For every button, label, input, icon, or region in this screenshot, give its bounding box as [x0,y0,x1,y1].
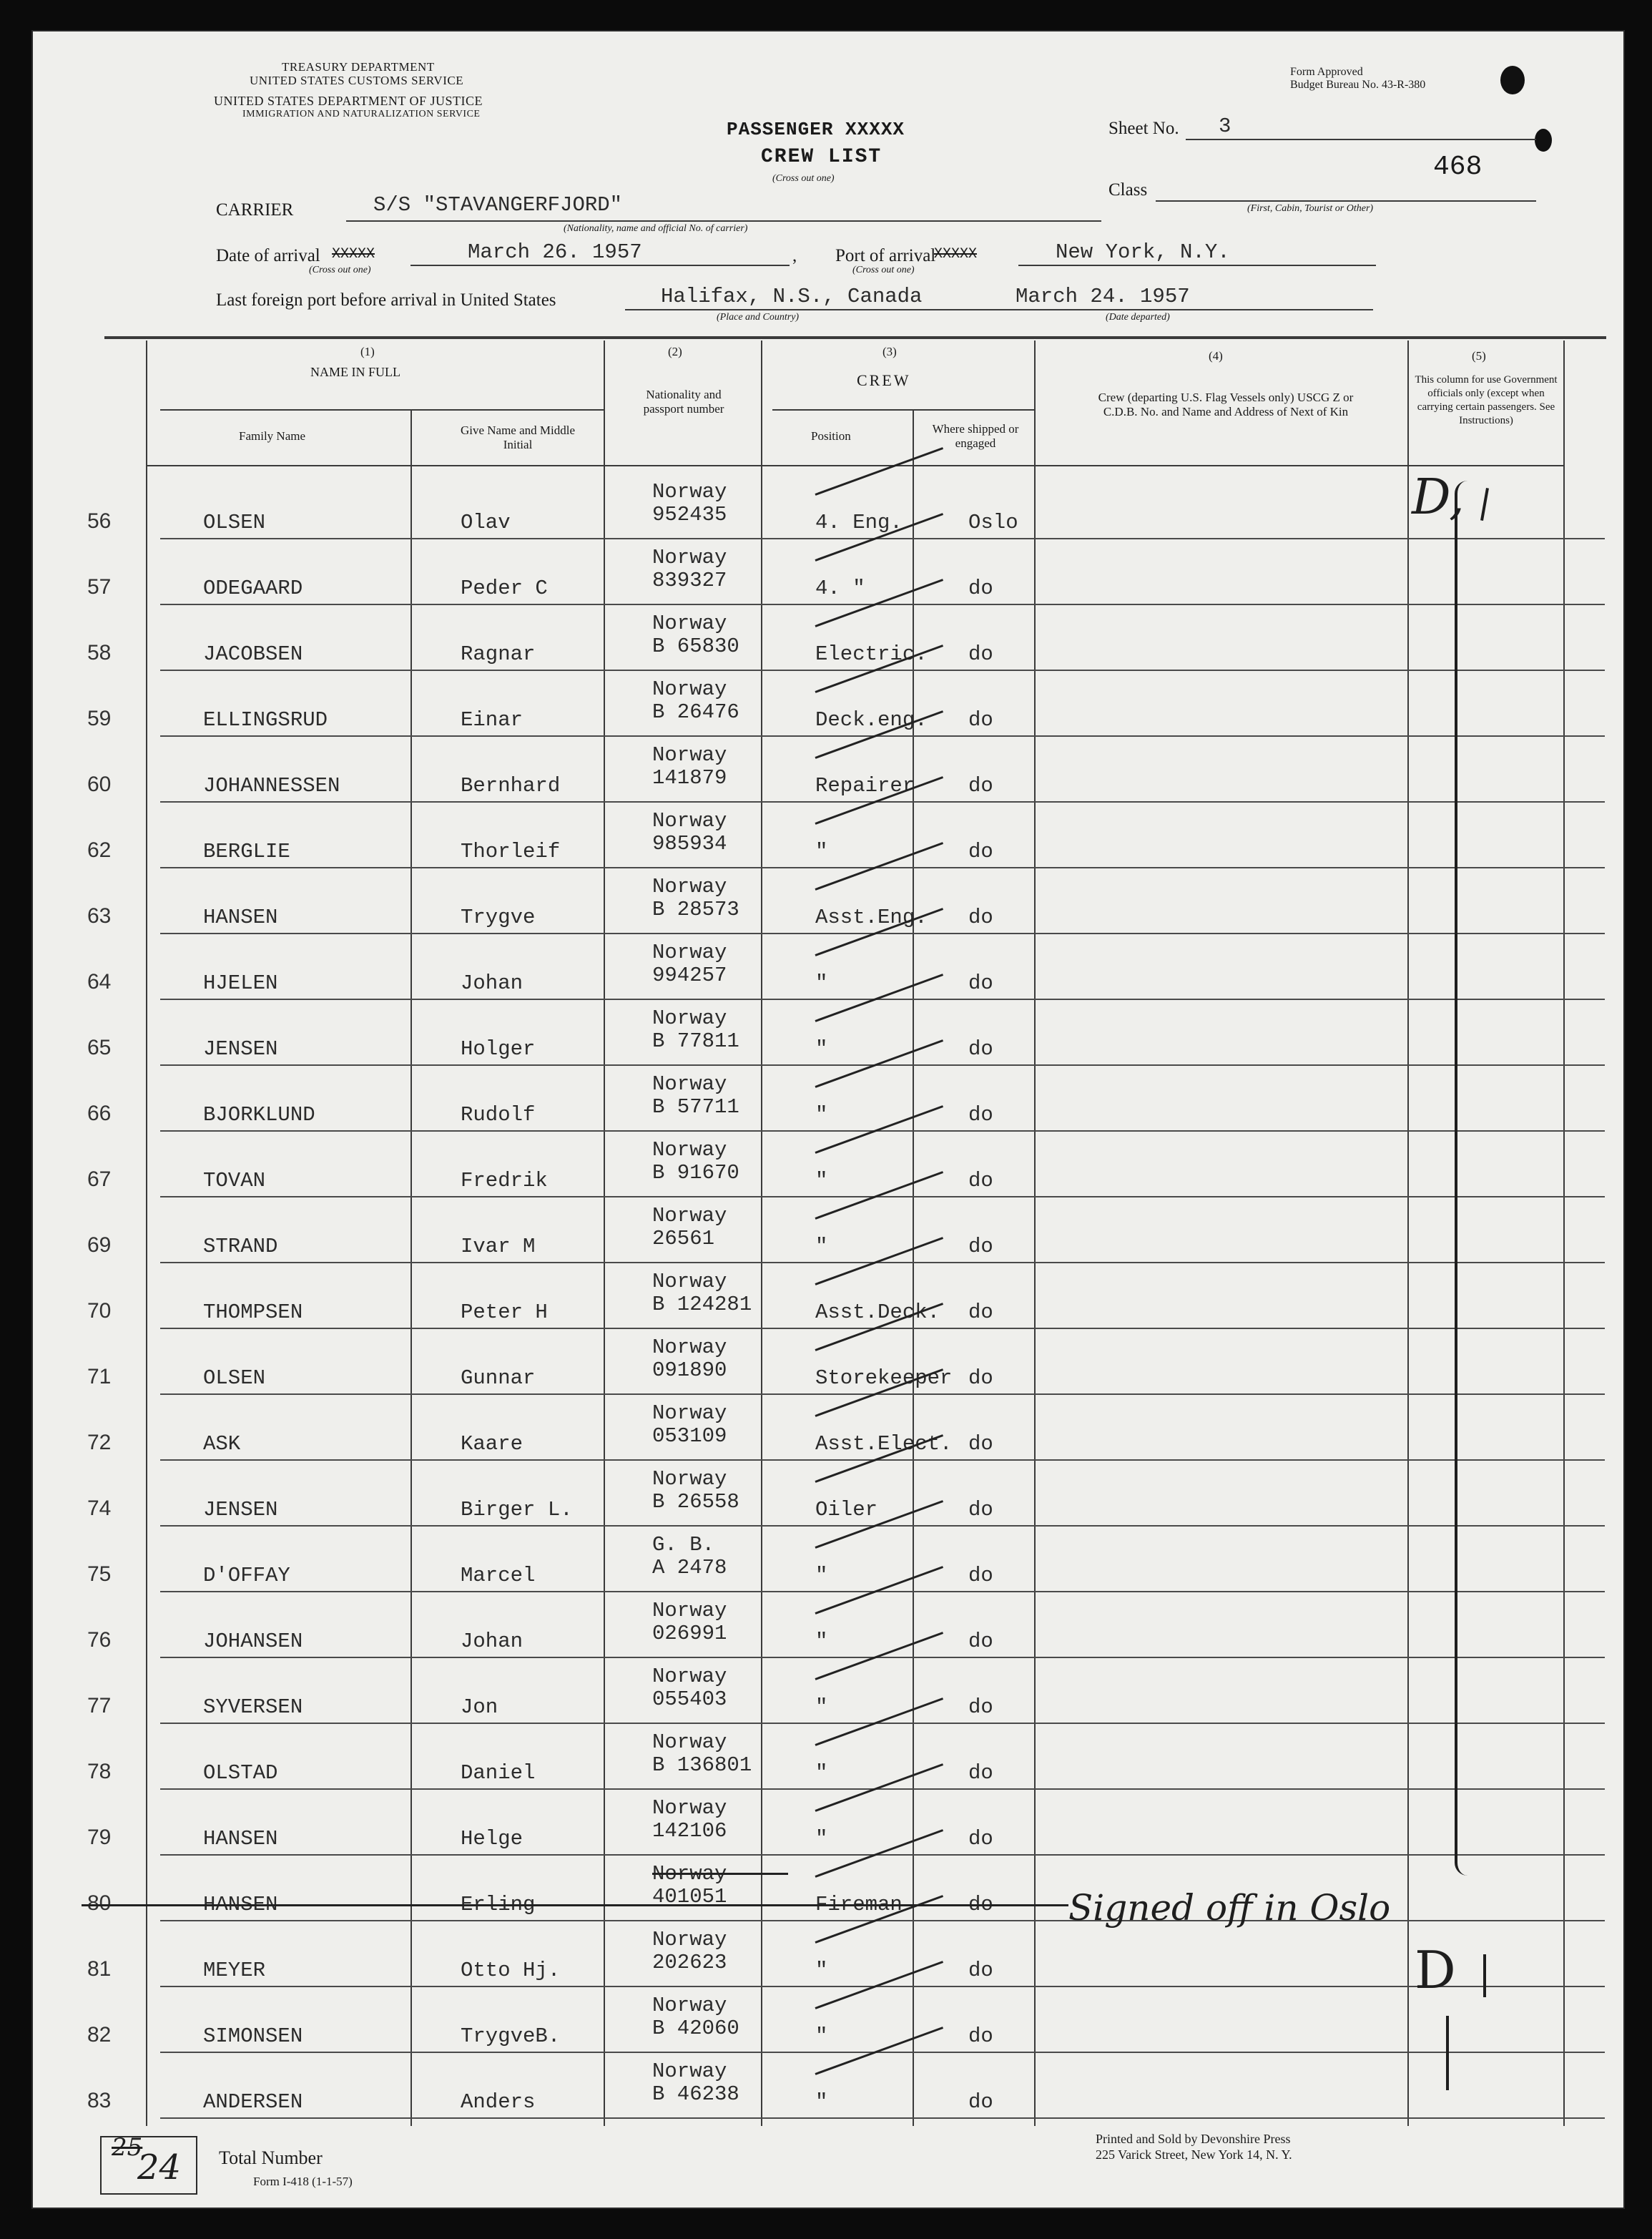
cross-out-note: (Cross out one) [772,173,835,184]
position: Asst.Deck. [815,1300,940,1324]
nationality-passport [652,1139,739,1185]
where-shipped: do [968,1695,993,1719]
row-number: 78 [87,1760,112,1783]
family-name: D'OFFAY [203,1564,290,1587]
nationality: Norway [652,1467,727,1491]
nationality-passport [652,941,727,987]
nationality-passport [652,1007,739,1053]
family-name: OLSEN [203,1366,266,1390]
family-name: ODEGAARD [203,577,303,600]
col1-title: NAME IN FULL [310,365,400,379]
where-shipped: do [968,1761,993,1785]
nationality: Norway [652,1730,727,1754]
departed-note: (Date departed) [1106,312,1170,323]
position: " [815,971,828,995]
place-note: (Place and Country) [717,312,800,323]
nationality-passport [652,678,739,724]
given-name: Ivar M [461,1235,536,1258]
sheet-label: Sheet No. [1108,119,1179,138]
row-number: 70 [87,1299,112,1323]
row-number: 80 [87,1891,112,1915]
port-value: New York, N.Y. [1056,240,1230,264]
table-row [74,1921,1605,1987]
given-name: Jon [461,1695,498,1719]
position: Asst.Elect. [815,1432,953,1456]
nationality: Norway [652,546,727,569]
where-shipped: do [968,1630,993,1653]
dept-treasury: TREASURY DEPARTMENT [282,60,435,74]
where-shipped: do [968,971,993,995]
family-name: HJELEN [203,971,278,995]
family-name: STRAND [203,1235,278,1258]
position: Electric. [815,642,928,666]
nationality: Norway [652,1006,727,1030]
passport-number: 055403 [652,1687,727,1711]
nationality-passport [652,810,727,856]
nationality-passport [652,547,727,592]
given-name: Trygve [461,906,536,929]
nationality: Norway [652,1928,727,1951]
form-title: CREW LIST [761,146,882,168]
carrier-label: CARRIER [216,200,294,220]
position: Oiler [815,1498,878,1522]
given-name: Johan [461,1630,523,1653]
table-row [74,2053,1605,2119]
where-shipped: do [968,1300,993,1324]
passport-number: 985934 [652,832,727,856]
nationality-passport [652,1994,739,2040]
given-name: Helge [461,1827,523,1851]
col2-number: (2) [668,345,682,358]
row-number: 69 [87,1233,112,1257]
position: Storekeeper [815,1366,953,1390]
nationality-passport [652,1599,727,1645]
printer-line-1: Printed and Sold by Devonshire Press [1096,2132,1291,2146]
table-row [74,1592,1605,1658]
row-number: 75 [87,1562,112,1586]
arrival-struck: XXXXX [332,246,375,263]
where-shipped: do [968,1366,993,1390]
given-name: Olav [461,511,511,534]
row-number: 76 [87,1628,112,1652]
row-number: 65 [87,1036,112,1059]
nationality-passport [652,1468,739,1514]
sheet-underline [1186,139,1536,140]
form-approved: Form Approved [1290,66,1363,78]
family-name: ASK [203,1432,241,1456]
row-number: 59 [87,707,112,730]
row-number: 56 [87,509,112,533]
nationality-passport [652,1270,752,1316]
given-name: Peter H [461,1300,548,1324]
nationality: Norway [652,743,727,767]
given-name: Thorleif [461,840,561,863]
form-number: Form I-418 (1-1-57) [253,2175,353,2188]
family-name: HANSEN [203,1827,278,1851]
nationality: Norway [652,480,727,504]
passport-number: 202623 [652,1951,727,1974]
family-name: JOHANSEN [203,1630,303,1653]
given-name: Fredrik [461,1169,548,1192]
passport-number: B 26558 [652,1490,739,1514]
given-name: Otto Hj. [461,1959,561,1982]
class-note: (First, Cabin, Tourist or Other) [1247,203,1374,214]
given-name: Rudolf [461,1103,536,1127]
where-shipped: do [968,1564,993,1587]
family-name: OLSEN [203,511,266,534]
passport-number: B 136801 [652,1753,752,1777]
carrier-note: (Nationality, name and official No. of carrier) [564,223,748,234]
table-row [74,1724,1605,1790]
family-name: TOVAN [203,1169,266,1192]
nationality-passport [652,1665,727,1711]
passport-number: B 77811 [652,1029,739,1053]
nationality: Norway [652,1336,727,1359]
where-shipped: do [968,906,993,929]
ink-blot [1535,129,1552,152]
table-row [74,1197,1605,1263]
given-name: Bernhard [461,774,561,798]
col1-number: (1) [360,345,375,358]
nationality: Norway [652,1138,727,1162]
passport-number: 401051 [652,1885,727,1909]
col-family-name: Family Name [239,429,306,443]
position: " [815,1761,828,1785]
position: " [815,1103,828,1127]
col4-number: (4) [1209,349,1223,363]
table-row [74,868,1605,934]
nationality-passport [652,876,739,921]
family-name: HANSEN [203,1893,278,1916]
total-number: 24 [137,2147,182,2187]
nationality-passport [652,1929,727,1974]
given-name: Daniel [461,1761,536,1785]
given-name: Ragnar [461,642,536,666]
family-name: OLSTAD [203,1761,278,1785]
nationality: Norway [652,1270,727,1293]
table-row [74,1987,1605,2053]
nationality: Norway [652,1796,727,1820]
where-shipped: do [968,1169,993,1192]
arrival-underline [410,265,790,266]
where-shipped: do [968,1498,993,1522]
family-name: HANSEN [203,906,278,929]
nationality-passport [652,1073,739,1119]
position: " [815,1037,828,1061]
nationality: Norway [652,941,727,964]
passport-number: 26561 [652,1227,715,1250]
where-shipped: do [968,1235,993,1258]
struck-title: PASSENGER XXXXX [727,119,905,140]
table-row [74,934,1605,1000]
nationality: Norway [652,1862,727,1886]
col2-title: Nationality and passport number [643,388,724,416]
departed-date: March 24. 1957 [1016,285,1190,308]
passport-number: 091890 [652,1358,727,1382]
passport-number: 142106 [652,1819,727,1843]
nationality: Norway [652,677,727,701]
given-name: Marcel [461,1564,536,1587]
signed-off-note: Signed off in Oslo [1068,1887,1391,1929]
table-row [74,1658,1605,1724]
table-row [74,1461,1605,1527]
col-where-shipped: Where shipped or engaged [932,422,1019,450]
family-name: THOMPSEN [203,1300,303,1324]
where-shipped: do [968,642,993,666]
passport-number: 026991 [652,1622,727,1645]
port-cross-note: (Cross out one) [852,265,915,275]
total-struck: 25 [112,2133,143,2162]
passport-number: B 26476 [652,700,739,724]
stamp-number: 468 [1433,152,1483,182]
comma: , [792,246,797,265]
position: " [815,840,828,863]
row-number: 63 [87,904,112,928]
given-name: Gunnar [461,1366,536,1390]
nationality: Norway [652,1665,727,1688]
table-row [74,1527,1605,1592]
table-row [74,1395,1605,1461]
col3-title: CREW [857,371,911,389]
arrival-cross-note: (Cross out one) [309,265,371,275]
nationality: Norway [652,809,727,833]
nationality: Norway [652,1401,727,1425]
table-row [74,539,1605,605]
row-number: 79 [87,1826,112,1849]
position: " [815,1235,828,1258]
printer-line-2: 225 Varick Street, New York 14, N. Y. [1096,2147,1292,2162]
row-number: 64 [87,970,112,994]
where-shipped: do [968,2090,993,2114]
budget-bureau: Budget Bureau No. 43-R-380 [1290,79,1426,91]
nationality: Norway [652,1072,727,1096]
carrier-value: S/S "STAVANGERFJORD" [373,193,623,217]
given-name: Johan [461,971,523,995]
where-shipped: do [968,1893,993,1916]
sheet-number: 3 [1219,114,1231,138]
table-row [74,1329,1605,1395]
row-number: 66 [87,1102,112,1125]
given-name: TrygveB. [461,2024,561,2048]
family-name: SIMONSEN [203,2024,303,2048]
arrival-date: March 26. 1957 [468,240,642,264]
nationality-passport [652,1797,727,1843]
total-label: Total Number [219,2147,323,2168]
nationality: Norway [652,2059,727,2083]
where-shipped: do [968,840,993,863]
nationality: Norway [652,612,727,635]
given-name: Birger L. [461,1498,573,1522]
table-top-rule [104,336,1606,339]
family-name: ANDERSEN [203,2090,303,2114]
tick-mark [1483,1954,1486,1997]
given-name: Einar [461,708,523,732]
row-number: 60 [87,773,112,796]
carrier-underline [346,220,1101,222]
row-number: 74 [87,1496,112,1520]
nationality-passport [652,1402,727,1448]
nationality-passport [652,1205,727,1250]
position: Deck.eng. [815,708,928,732]
where-shipped: do [968,1432,993,1456]
nationality-passport [652,1863,727,1909]
given-name: Erling [461,1893,536,1916]
nationality: Norway [652,1994,727,2017]
col3-number: (3) [882,345,897,358]
struck-nationality-line [652,1873,788,1875]
family-name: MEYER [203,1959,266,1982]
arrival-label: Date of arrival [216,246,320,265]
given-name: Peder C [461,577,548,600]
where-shipped: do [968,1827,993,1851]
family-name: BERGLIE [203,840,290,863]
position: " [815,1564,828,1587]
where-shipped: do [968,1959,993,1982]
row-number: 81 [87,1957,112,1981]
port-struck: XXXXX [934,246,978,263]
row-number: 58 [87,641,112,665]
last-port-underline [625,309,997,310]
nationality: Norway [652,1599,727,1622]
given-name: Anders [461,2090,536,2114]
row-number: 62 [87,838,112,862]
row-number: 67 [87,1167,112,1191]
given-name: Holger [461,1037,536,1061]
passport-number: 839327 [652,569,727,592]
where-shipped: do [968,1037,993,1061]
position: " [815,1169,828,1192]
last-port-label: Last foreign port before arrival in United States [216,290,556,310]
position: " [815,2090,828,2114]
col4-title: Crew (departing U.S. Flag Vessels only) USCG Z or C.D.B. No. and Name and Address of Next of Kin [1098,391,1354,418]
nationality: Norway [652,1204,727,1228]
position: 4. Eng. [815,511,903,534]
nationality-passport [652,1731,752,1777]
col-position: Position [811,429,851,443]
table-row [74,474,1605,539]
table-row [74,1066,1605,1132]
row-number: 57 [87,575,112,599]
row-number: 71 [87,1365,112,1388]
class-label: Class [1108,180,1148,200]
subheader-rule [160,409,604,411]
passport-number: 053109 [652,1424,727,1448]
passport-number: B 91670 [652,1161,739,1185]
where-shipped: do [968,708,993,732]
table-row [74,1790,1605,1856]
nationality-passport [652,744,727,790]
departed-underline [965,309,1373,310]
family-name: ELLINGSRUD [203,708,328,732]
table-row [74,1132,1605,1197]
row-rule [160,2117,1605,2119]
col5-number: (5) [1472,349,1486,363]
port-label: Port of arrival [835,246,936,265]
mark-d1-bottom: D [1415,1940,1456,2000]
where-shipped: do [968,577,993,600]
family-name: JACOBSEN [203,642,303,666]
where-shipped: do [968,1103,993,1127]
position: " [815,1695,828,1719]
row-number: 83 [87,2089,112,2112]
passport-number: B 65830 [652,635,739,658]
subheader-rule-crew [772,409,1034,411]
family-name: SYVERSEN [203,1695,303,1719]
table-row [74,803,1605,868]
position: 4. " [815,577,865,600]
passport-number: 994257 [652,964,727,987]
passport-number: 141879 [652,766,727,790]
port-underline [1018,265,1376,266]
nationality: G. B. [652,1533,715,1557]
given-name: Kaare [461,1432,523,1456]
nationality-passport [652,612,739,658]
row-number: 82 [87,2023,112,2047]
passport-number: A 2478 [652,1556,727,1579]
table-row [74,671,1605,737]
row-number: 72 [87,1431,112,1454]
nationality-passport [652,1336,727,1382]
passport-number: B 57711 [652,1095,739,1119]
mark-d1-top: D, [1412,469,1465,526]
nationality-passport [652,1534,727,1579]
position: " [815,1959,828,1982]
passport-number: B 124281 [652,1293,752,1316]
table-row [74,737,1605,803]
where-shipped: do [968,2024,993,2048]
nationality-passport [652,481,727,526]
where-shipped: do [968,774,993,798]
family-name: BJORKLUND [203,1103,315,1127]
position: " [815,2024,828,2048]
passport-number: B 42060 [652,2017,739,2040]
passport-number: 952435 [652,503,727,526]
header-bottom-rule [146,465,1563,466]
where-shipped: Oslo [968,511,1018,534]
row-number: 77 [87,1694,112,1718]
table-row [74,1263,1605,1329]
dept-customs: UNITED STATES CUSTOMS SERVICE [250,74,464,87]
position: Asst.Eng. [815,906,928,929]
dept-justice: UNITED STATES DEPARTMENT OF JUSTICE [214,94,483,108]
col5-title: This column for use Government officials only (except when carrying certain passengers. See Instructions) [1415,374,1558,426]
nationality: Norway [652,875,727,898]
check-slash [815,447,943,496]
family-name: JENSEN [203,1498,278,1522]
last-port-value: Halifax, N.S., Canada [661,285,923,308]
nationality-passport [652,2060,739,2106]
position: " [815,1827,828,1851]
position: " [815,1630,828,1653]
passport-number: B 28573 [652,898,739,921]
passport-number: B 46238 [652,2082,739,2106]
family-name: JENSEN [203,1037,278,1061]
position: Repairer [815,774,915,798]
col-given-name: Give Name and Middle Initial [460,423,576,451]
tick-mark [1446,2016,1449,2090]
position: Fireman [815,1893,903,1916]
ink-blot [1500,66,1525,94]
dept-immigration: IMMIGRATION AND NATURALIZATION SERVICE [242,109,481,119]
crew-list-form [31,30,1625,2209]
bracket-line [1455,481,1467,1876]
table-row [74,605,1605,671]
table-row [74,1000,1605,1066]
class-underline [1156,200,1536,202]
family-name: JOHANNESSEN [203,774,340,798]
